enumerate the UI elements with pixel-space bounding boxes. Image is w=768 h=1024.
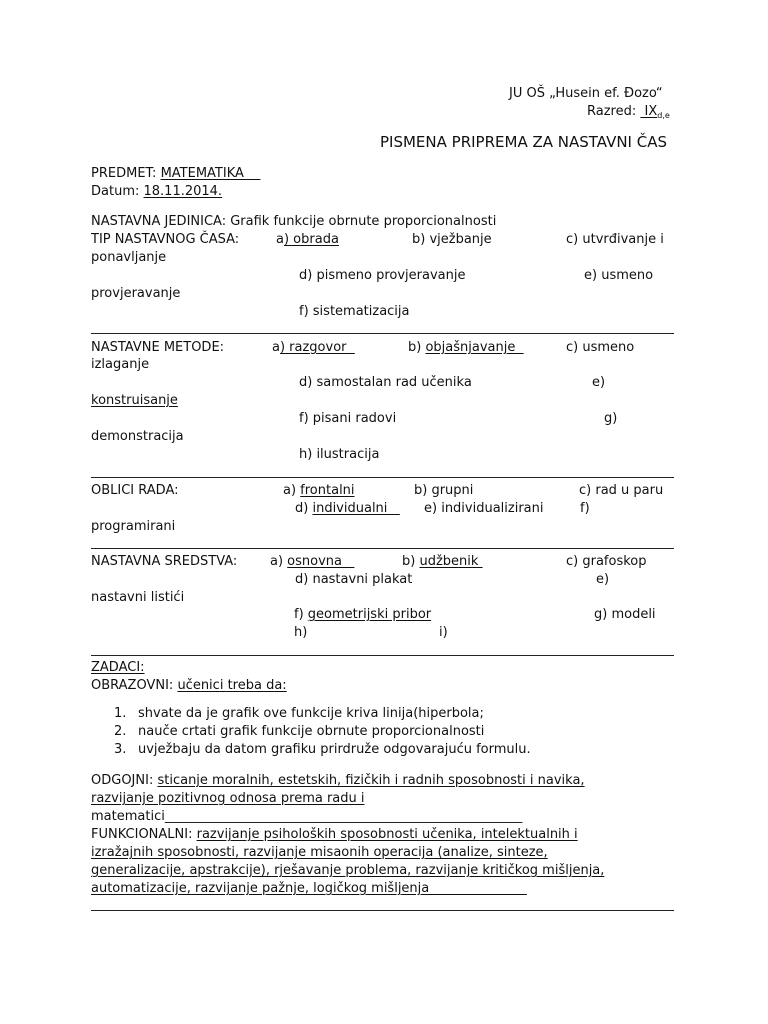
list-item: 3. uvježbaju da datom grafiku prirdruže odgovarajuću formulu. [114, 742, 531, 757]
means-g: g) modeli [594, 607, 656, 622]
date-label: Datum: [91, 184, 144, 199]
subject-line [91, 166, 260, 182]
means-d: d) nastavni plakat [295, 572, 413, 587]
functional-line-3: generalizacije, apstrakcije), rješavanje problema, razvijanje kritičkog mišljenja, [91, 863, 605, 878]
date-line [91, 184, 222, 200]
method-g: g) [604, 411, 618, 426]
method-c: c) usmeno [566, 340, 635, 355]
functional-label: FUNKCIONALNI: [91, 827, 197, 842]
means-h: h) [294, 625, 308, 640]
list-item: 1. shvate da je grafik ove funkcije kriva linija(hiperbola; [114, 706, 484, 721]
type-option-a: a) obrada [276, 232, 339, 247]
means-f: f) geometrijski pribor [294, 607, 432, 622]
form-c: c) rad u paru [579, 483, 664, 498]
means-c: c) grafoskop [566, 554, 647, 569]
method-h: h) ilustracija [299, 447, 380, 462]
type-label: TIP NASTAVNOG ČASA: [91, 232, 240, 247]
date-value: 18.11.2014. [143, 184, 223, 199]
method-e: e) [592, 375, 606, 390]
divider [91, 548, 674, 549]
type-option-c: c) utvrđivanje i [566, 232, 664, 247]
means-e-cont: nastavni listići [91, 590, 185, 605]
means-e: e) [596, 572, 610, 587]
upbringing-label: ODGOJNI: [91, 773, 158, 788]
school-name: JU OŠ „Husein ef. Đozo“ [509, 86, 663, 101]
divider [91, 333, 674, 334]
method-d: d) samostalan rad učenika [299, 375, 472, 390]
page-title: PISMENA PRIPREMA ZA NASTAVNI ČAS [380, 133, 668, 151]
type-option-b: b) vježbanje [412, 232, 492, 247]
type-option-f: f) sistematizacija [299, 304, 410, 319]
educational-line [91, 678, 287, 694]
divider [91, 477, 674, 478]
unit-value: Grafik funkcije obrnute proporcionalnosti [230, 214, 497, 229]
subject-value: MATEMATIKA [160, 166, 261, 181]
form-e: e) individualizirani [424, 501, 544, 516]
means-b: b) udžbenik [402, 554, 483, 569]
method-c-cont: izlaganje [91, 357, 150, 372]
method-b: b) objašnjavanje [408, 340, 524, 355]
upbringing-line-1: ODGOJNI: sticanje moralnih, estetskih, fizičkih i radnih sposobnosti i navika, [91, 773, 585, 788]
method-f: f) pisani radovi [299, 411, 397, 426]
grade-label: Razred: [587, 104, 641, 119]
list-item: 2. nauče crtati grafik funkcije obrnute proporcionalnosti [114, 724, 485, 739]
upbringing-line-3: matematici_______________________________________________________ [91, 809, 523, 824]
tasks-heading: ZADACI: [91, 660, 145, 675]
type-option-c-cont: ponavljanje [91, 250, 167, 265]
form-a: a) frontalni [283, 483, 355, 498]
forms-label: OBLICI RADA: [91, 483, 179, 498]
grade-value: $IX_{d,e}$ [644, 104, 670, 120]
method-g-cont: demonstracija [91, 429, 184, 444]
subject-label: PREDMET: [91, 166, 161, 181]
form-f-cont: programirani [91, 519, 176, 534]
means-label: NASTAVNA SREDSTVA: [91, 554, 238, 569]
method-a: a) razgovor [272, 340, 355, 355]
form-b: b) grupni [414, 483, 474, 498]
functional-line-4: automatizacije, razvijanje pažnje, logičkog mišljenja_______________ [91, 881, 527, 896]
type-option-e-cont: provjeravanje [91, 286, 181, 301]
divider [91, 655, 674, 656]
unit-line [91, 214, 496, 230]
divider [91, 910, 674, 911]
type-option-d: d) pismeno provjeravanje [299, 268, 466, 283]
form-f: f) [580, 501, 590, 516]
means-i: i) [439, 625, 448, 640]
method-e-cont: konstruisanje [91, 393, 178, 408]
educational-value: učenici treba da: [177, 678, 287, 693]
upbringing-line-2: razvijanje pozitivnog odnosa prema radu i [91, 791, 365, 806]
form-d: d) individualni [295, 501, 400, 516]
means-a: a) osnovna [270, 554, 355, 569]
functional-line-2: izražajnih sposobnosti, razvijanje misaonih operacija (analize, sinteze, [91, 845, 548, 860]
educational-label: OBRAZOVNI: [91, 678, 178, 693]
unit-label: NASTAVNA JEDINICA: [91, 214, 231, 229]
methods-label: NASTAVNE METODE: [91, 340, 225, 355]
educational-tasks-list [114, 706, 531, 760]
grade-line [587, 104, 670, 124]
type-option-e: e) usmeno [584, 268, 654, 283]
functional-line-1: FUNKCIONALNI: razvijanje psiholoških sposobnosti učenika, intelektualnih i [91, 827, 578, 842]
